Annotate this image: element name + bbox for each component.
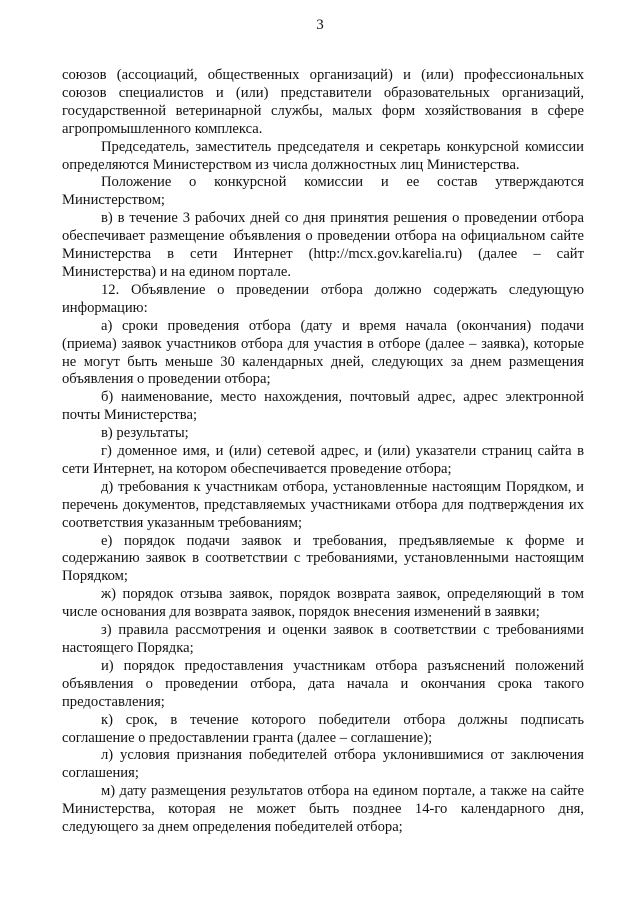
paragraph: ж) порядок отзыва заявок, порядок возврата заявок, определяющий в том числе основания для возврата заявок, порядок внесения изменений в заявки; <box>62 586 584 621</box>
paragraph: союзов (ассоциаций, общественных организаций) и (или) профессиональных союзов специалистов и (или) представители образовательных организаций, государственной ветеринарной службы, малых форм хозяйствования в сфере агропромышленного комплекса. <box>62 67 584 137</box>
paragraph: Положение о конкурсной комиссии и ее состав утверждаются Министерством; <box>62 174 584 209</box>
paragraph: м) дату размещения результатов отбора на едином портале, а также на сайте Министерства, которая не может быть позднее 14-го календарного дня, следующего за днем определения победителей отбора; <box>62 783 584 836</box>
document-body <box>62 67 584 837</box>
page-number: 3 <box>316 17 324 33</box>
paragraph: и) порядок предоставления участникам отбора разъяснений положений объявления о проведении отбора, дата начала и окончания срока такого предоставления; <box>62 657 584 710</box>
paragraph: з) правила рассмотрения и оценки заявок в соответствии с требованиями настоящего Порядка; <box>62 622 584 656</box>
paragraph: в) в течение 3 рабочих дней со дня принятия решения о проведении отбора обеспечивает размещение объявления о проведении отбора на официальном сайте Министерства в сети Интернет (http://mcx.gov.karelia.ru) (далее – сайт Министерства) и на едином портале. <box>62 210 584 280</box>
paragraph: г) доменное имя, и (или) сетевой адрес, и (или) указатели страниц сайта в сети Интернет, на котором обеспечивается проведение отбора; <box>62 443 584 477</box>
paragraph: б) наименование, место нахождения, почтовый адрес, адрес электронной почты Министерства; <box>62 389 584 424</box>
paragraph: д) требования к участникам отбора, установленные настоящим Порядком, и перечень документов, представляемых участниками отбора для подтверждения их соответствия указанным требованиям; <box>62 478 584 531</box>
paragraph: Председатель, заместитель председателя и секретарь конкурсной комиссии определяются Министерством из числа должностных лиц Министерства. <box>62 138 584 173</box>
paragraph: л) условия признания победителей отбора уклонившимися от заключения соглашения; <box>62 747 584 782</box>
paragraph: к) срок, в течение которого победители отбора должны подписать соглашение о предоставлении гранта (далее – соглашение); <box>62 711 584 746</box>
paragraph: а) сроки проведения отбора (дату и время начала (окончания) подачи (приема) заявок участников отбора для участия в отборе (далее – заявка), которые не могут быть меньше 30 календарных дней, следующих за днем размещения объявления о проведении отбора; <box>62 317 584 388</box>
paragraph: 12. Объявление о проведении отбора должно содержать следующую информацию: <box>62 281 584 316</box>
paragraph: е) порядок подачи заявок и требования, предъявляемые к форме и содержанию заявок в соответствии с требованиями, установленными настоящим Порядком; <box>62 532 584 585</box>
paragraph: в) результаты; <box>101 425 189 442</box>
